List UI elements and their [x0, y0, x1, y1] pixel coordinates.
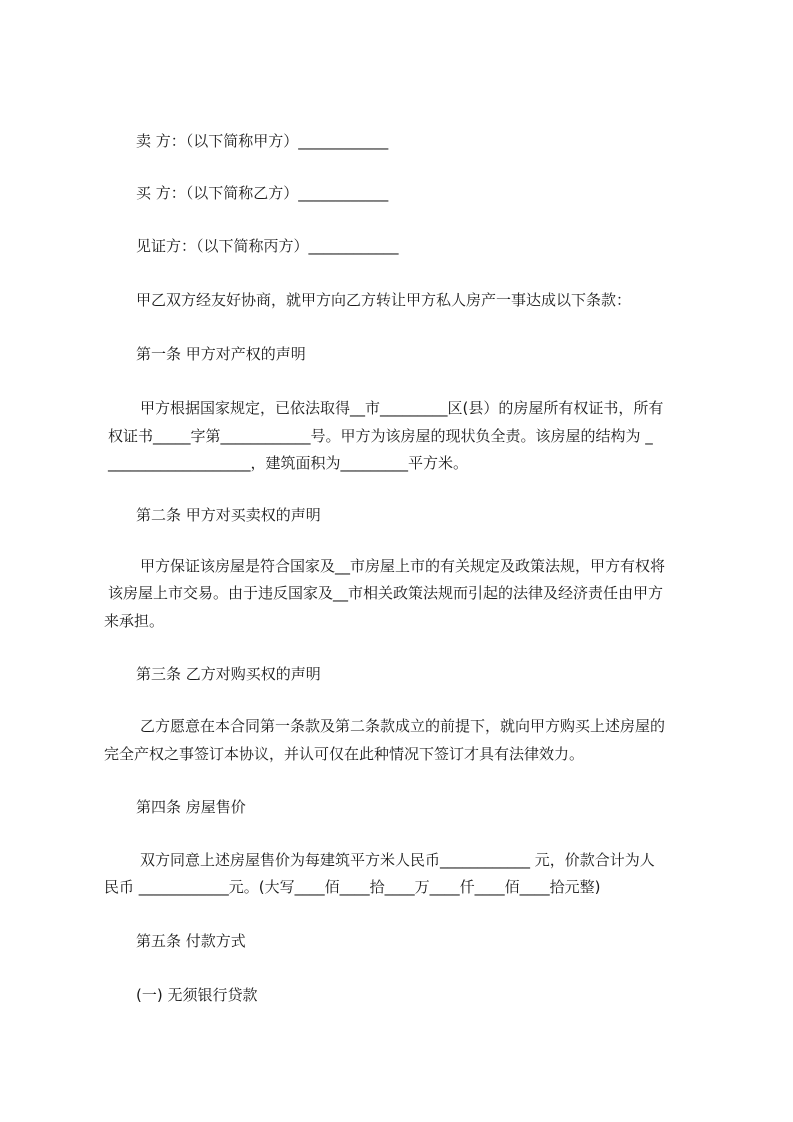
witness-line: 见证方：（以下简称丙方）____________ [136, 237, 399, 255]
article2-line-2: 该房屋上市交易。由于违反国家及__市相关政策法规而引起的法律及经济责任由甲方 [108, 584, 664, 602]
intro-paragraph: 甲乙双方经友好协商，就甲方向乙方转让甲方私人房产一事达成以下条款： [136, 291, 632, 309]
article5-title: 第五条 付款方式 [136, 932, 246, 950]
buyer-line: 买 方：（以下简称乙方）____________ [136, 184, 389, 202]
article2-title: 第二条 甲方对买卖权的声明 [136, 506, 321, 524]
article1-line-1: 甲方根据国家规定，已依法取得__市_________区(县）的房屋所有权证书，所有 [140, 399, 664, 417]
article3-line-1: 乙方愿意在本合同第一条款及第二条款成立的前提下，就向甲方购买上述房屋的 [140, 717, 666, 735]
article4-line-1: 双方同意上述房屋售价为每建筑平方米人民币____________ 元，价款合计为人 [140, 851, 655, 869]
article5-sub1: (一) 无须银行贷款 [136, 986, 258, 1004]
article4-title: 第四条 房屋售价 [136, 798, 246, 816]
article4-line-2: 民币 ____________元。(大写____佰____拾____万____仟____佰____拾元整) [104, 878, 601, 896]
article1-line-2: 权证书_____字第____________号。甲方为该房屋的现状负全责。该房屋的结构为 _ [108, 427, 653, 445]
article1-title: 第一条 甲方对产权的声明 [136, 345, 306, 363]
seller-line: 卖 方：（以下简称甲方）____________ [136, 132, 389, 150]
article3-line-2: 完全产权之事签订本协议，并认可仅在此种情况下签订才具有法律效力。 [104, 745, 585, 763]
article3-title: 第三条 乙方对购买权的声明 [136, 665, 321, 683]
article2-line-3: 来承担。 [104, 612, 165, 630]
article2-line-1: 甲方保证该房屋是符合国家及__市房屋上市的有关规定及政策法规，甲方有权将 [140, 557, 666, 575]
article1-line-3: ___________________，建筑面积为_________平方米。 [108, 454, 469, 472]
